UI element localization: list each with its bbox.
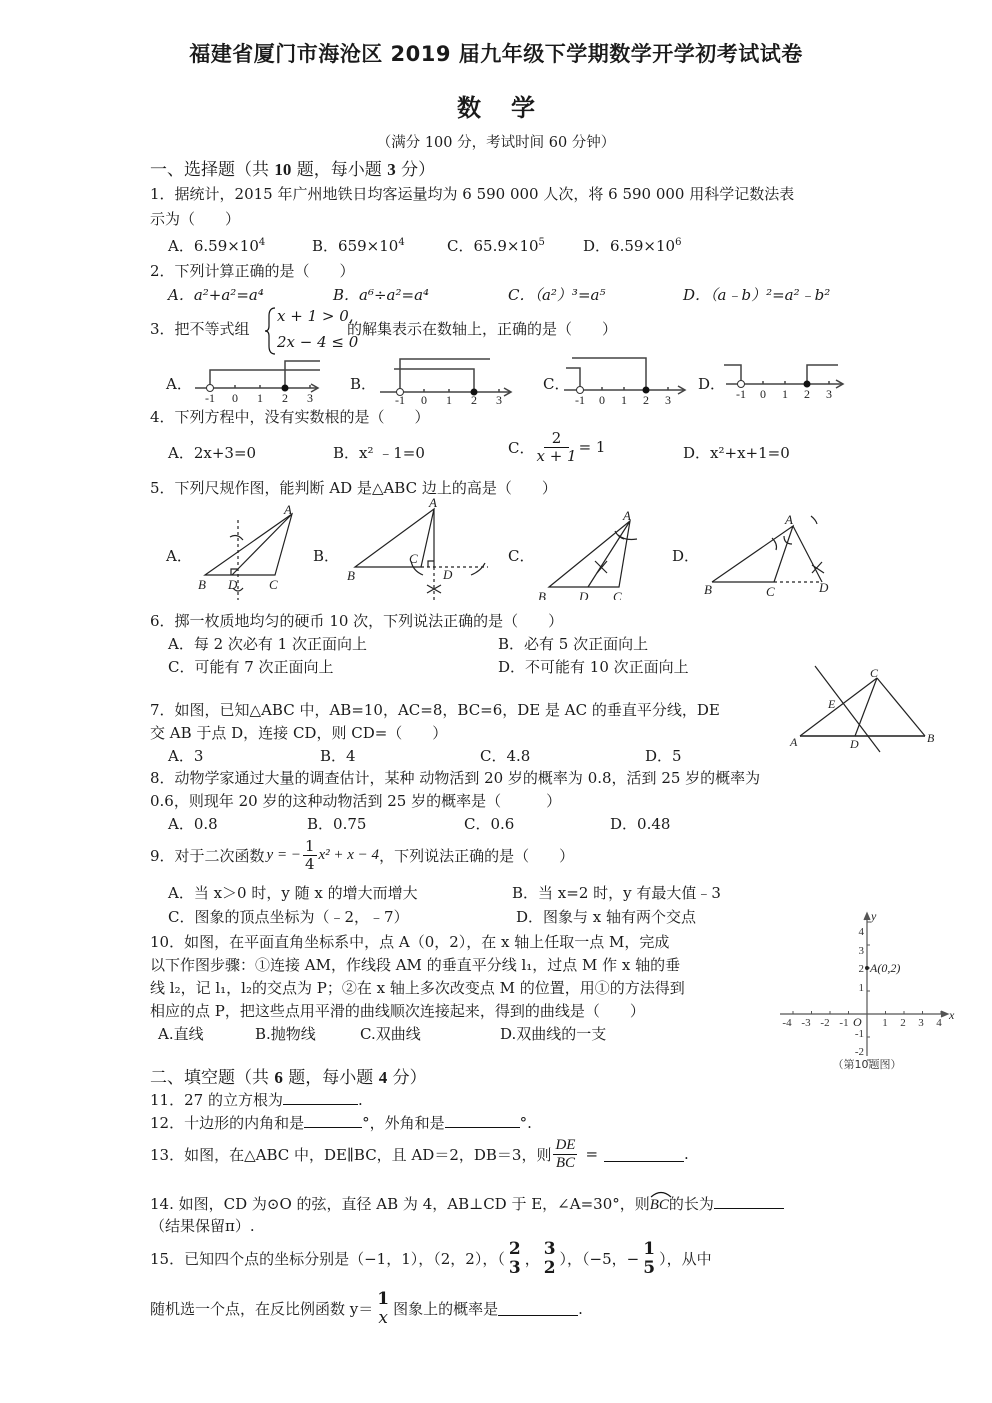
tick-label: 2 [804, 387, 810, 401]
q15-end: . [578, 1299, 583, 1318]
q14-answer-blank[interactable] [714, 1194, 784, 1209]
q2-option-c[interactable]: C．（a²）³=a⁵ [508, 286, 606, 304]
point-label: B [198, 577, 206, 592]
q1-line1: 1．据统计，2015 年广州地铁日均客运量均为 6 590 000 人次，将 6 590 000 用科学记数法表 [150, 185, 795, 203]
x-tick-label: 1 [882, 1017, 888, 1029]
x-tick-label: -2 [820, 1017, 830, 1029]
section-mid: 题，每小题 [291, 160, 388, 180]
section-end: 分） [395, 160, 436, 180]
point-label: C [870, 666, 879, 680]
q7-option-d[interactable]: D．5 [645, 747, 682, 765]
x-tick-label: -1 [839, 1017, 849, 1029]
point-label: E [828, 697, 836, 711]
fraction-denominator: 2 [543, 1257, 556, 1278]
q10-line1: 10．如图，在平面直角坐标系中，点 A（0，2），在 x 轴上任取一点 M，完成 [150, 933, 670, 951]
q12-answer-blank-2[interactable] [445, 1113, 520, 1128]
tick-label: 2 [471, 393, 477, 405]
q7-option-b[interactable]: B．4 [320, 747, 356, 765]
q13-equals: = [585, 1145, 599, 1163]
q7-line1: 7．如图，已知△ABC 中，AB=10，AC=8，BC=6，DE 是 AC 的垂直平分线，DE [150, 701, 720, 719]
q8-line1: 8．动物学家通过大量的调查估计，某种 动物活到 20 岁的概率为 0.8，活到 25 岁的概率为 [150, 769, 761, 787]
q10-line3: 线 l₂，记 l₁，l₂的交点为 P；②在 x 轴上多次改变点 M 的位置，用①的方法得到 [150, 979, 685, 997]
point-label: D [443, 567, 453, 582]
tick-label: 2 [282, 391, 288, 404]
q1-option-a-exp: 4 [258, 237, 266, 248]
q9-option-d[interactable]: D．图象与 x 轴有两个交点 [516, 908, 697, 926]
point-a-label: A(0,2) [870, 961, 901, 975]
q3-option-a[interactable]: A． [166, 375, 192, 393]
q11 [150, 1089, 363, 1110]
q15-fraction-4 [375, 1290, 391, 1327]
q15-fraction-3 [641, 1240, 657, 1277]
q5-figure-a [195, 500, 310, 605]
q9-fraction [303, 838, 317, 872]
q15-fraction-2 [542, 1240, 558, 1277]
x-axis-label: x [949, 1008, 955, 1022]
q2-stem: 2．下列计算正确的是（ ） [150, 262, 355, 280]
q5-stem: 5．下列尺规作图，能判断 AD 是△ABC 边上的高是（ ） [150, 479, 557, 497]
q4-option-c-rhs: = 1 [578, 438, 606, 456]
q3-numberline-b [380, 355, 515, 405]
q8-option-d[interactable]: D．0.48 [610, 815, 671, 833]
q5-option-b[interactable]: B． [313, 547, 340, 565]
q4-option-c[interactable] [508, 430, 605, 464]
tick-label: 1 [621, 393, 627, 406]
section-2-heading [150, 1063, 427, 1088]
q1-option-d-exp: 6 [675, 237, 682, 248]
q11-stem: 11．27 的立方根为 [150, 1091, 283, 1109]
q9-option-a[interactable]: A．当 x＞0 时，y 随 x 的增大而增大 [168, 884, 418, 902]
exam-meta: （满分 100 分，考试时间 60 分钟） [376, 135, 616, 151]
q3-prefix: 3．把不等式组 [150, 320, 250, 338]
q15-answer-blank[interactable] [498, 1301, 578, 1316]
y-tick-label: -2 [854, 1046, 864, 1058]
origin-label: O [853, 1015, 862, 1029]
q2-option-b[interactable]: B．a⁶÷a²=a⁴ [333, 286, 430, 304]
q2-option-d[interactable]: D．（a﹣b）²=a²﹣b² [683, 286, 831, 304]
tick-label: 1 [782, 387, 788, 401]
q4-option-b[interactable]: B．x² ﹣1=0 [333, 444, 425, 462]
q4-option-d[interactable]: D．x²+x+1=0 [683, 444, 790, 462]
q1-option-a-text: A．6.59×10 [168, 237, 259, 255]
section-mid: 题，每小题 [282, 1068, 379, 1088]
y-tick-label: 4 [858, 926, 864, 938]
section-count: 6 [274, 1068, 283, 1087]
point-label: B [538, 589, 546, 600]
fraction-numerator: 1 [377, 1289, 390, 1309]
q13-fraction [553, 1137, 577, 1171]
q8-option-c[interactable]: C．0.6 [464, 815, 515, 833]
y-tick-label: 3 [858, 945, 864, 957]
q15-line1 [150, 1240, 712, 1277]
q3-numberline-d [722, 360, 847, 402]
q1-option-b[interactable] [312, 235, 405, 256]
q7-line2: 交 AB 于点 D，连接 CD，则 CD=（ ） [150, 724, 448, 742]
q13-stem: 13．如图，在△ABC 中，DE∥BC，且 AD＝2，DB＝3，则 [150, 1145, 552, 1164]
q14-line1 [150, 1193, 784, 1214]
q3-numberline-a [195, 352, 325, 404]
q15-text-d: 图象上的概率是 [393, 1300, 499, 1319]
x-tick-label: 3 [918, 1017, 924, 1029]
q1-option-c-text: C．65.9×10 [447, 237, 539, 255]
fraction-denominator: x + 1 [536, 446, 577, 465]
arc-label: BC [649, 1197, 669, 1213]
q9-option-c[interactable]: C．图象的顶点坐标为（﹣2，﹣7） [168, 908, 409, 926]
x-tick-label: -4 [782, 1017, 792, 1029]
fraction-denominator: BC [555, 1154, 576, 1171]
q15-text-c: 随机选一个点，在反比例函数 y＝ [150, 1300, 374, 1319]
q13-end: . [684, 1145, 689, 1163]
section-label: 二、填空题（共 [150, 1068, 275, 1088]
q3-option-d[interactable]: D． [698, 375, 726, 393]
q4-stem: 4．下列方程中，没有实数根的是（ ） [150, 408, 430, 426]
q1-option-a[interactable] [168, 235, 265, 256]
q15-text-mid: ），（−5，− [559, 1250, 640, 1269]
q13-answer-blank[interactable] [604, 1147, 684, 1162]
fraction-denominator: x [378, 1307, 388, 1328]
q5-option-a[interactable]: A． [166, 547, 192, 565]
point-label: D [228, 577, 238, 592]
exam-title: 福建省厦门市海沧区 2019 届九年级下学期数学开学初考试试卷 [189, 42, 803, 66]
q12 [150, 1112, 532, 1133]
fraction-denominator: 4 [304, 854, 315, 873]
subject-heading: 数学 [457, 93, 565, 122]
q6-option-a[interactable]: A．每 2 次必有 1 次正面向上 [168, 635, 367, 653]
q5-figure-c [535, 505, 645, 600]
q8-line2: 0.6，则现年 20 岁的这种动物活到 25 岁的概率是（ ） [150, 792, 562, 810]
q7-figure [785, 660, 945, 755]
tick-label: 3 [665, 393, 671, 406]
q5-option-d[interactable]: D． [672, 547, 700, 565]
q3-inequality-1: x + 1 > 0, [277, 307, 354, 325]
tick-label: 0 [760, 387, 766, 401]
q8-option-a[interactable]: A．0.8 [168, 815, 218, 833]
q9-rhs: x² + x − 4 [318, 846, 380, 863]
q8-option-b[interactable]: B．0.75 [307, 815, 367, 833]
q10-coordinate-figure [775, 908, 960, 1073]
point-label: B [927, 731, 935, 745]
q15-line2 [150, 1290, 583, 1327]
q14-arc [650, 1197, 669, 1213]
q12-end: °. [519, 1114, 532, 1132]
q3-brace [263, 306, 277, 356]
point-label: A [790, 735, 798, 749]
q14-stem: 14. 如图，CD 为⊙O 的弦，直径 AB 为 4，AB⊥CD 于 E，∠A=30°，则 [150, 1195, 650, 1213]
section-1-heading [150, 155, 435, 180]
arc-mark-icon [650, 1190, 672, 1198]
y-axis-label: y [871, 909, 877, 923]
q9-suffix: ，下列说法正确的是（ ） [379, 846, 575, 865]
tick-label: 3 [307, 391, 313, 404]
q1-option-d-text: D．6.59×10 [583, 237, 676, 255]
q1-option-d[interactable] [583, 235, 681, 256]
tick-label: 0 [232, 391, 238, 404]
q4-option-c-fraction [536, 430, 576, 464]
q14-line2: （结果保留π）. [150, 1217, 255, 1235]
q3-option-b[interactable]: B． [350, 375, 377, 393]
q13 [150, 1137, 689, 1171]
point-label: B [347, 568, 355, 583]
q14-after: 的长为 [668, 1195, 714, 1213]
q6-stem: 6．掷一枚质地均匀的硬币 10 次，下列说法正确的是（ ） [150, 612, 564, 630]
q5-option-c[interactable]: C． [508, 547, 535, 565]
q15-fraction-1 [507, 1240, 523, 1277]
tick-label: -1 [395, 393, 405, 405]
section-label: 一、选择题（共 [150, 160, 275, 180]
point-label: A [623, 508, 631, 523]
point-label: B [704, 582, 712, 597]
tick-label: 3 [496, 393, 502, 405]
point-label: C [613, 589, 622, 600]
q6-option-d[interactable]: D．不可能有 10 次正面向上 [498, 658, 689, 676]
figure-caption: （第10题图） [832, 1058, 902, 1071]
q11-answer-blank[interactable] [283, 1090, 358, 1105]
tick-label: 3 [826, 387, 832, 401]
q15-separator: ， [524, 1250, 540, 1269]
fraction-numerator: 2 [544, 430, 570, 448]
x-tick-label: 4 [936, 1017, 942, 1029]
q6-option-b[interactable]: B．必有 5 次正面向上 [498, 635, 649, 653]
q7-option-a[interactable]: A．3 [168, 747, 204, 765]
q3-suffix: 的解集表示在数轴上，正确的是（ ） [347, 320, 618, 338]
q1-option-c[interactable] [447, 235, 545, 256]
tick-label: 0 [421, 393, 427, 405]
fraction-numerator: 1 [643, 1239, 656, 1259]
q12-answer-blank-1[interactable] [304, 1113, 362, 1128]
q9-prefix: 9．对于二次函数 [150, 846, 265, 865]
fraction-denominator: 5 [643, 1257, 656, 1278]
q10-option-d[interactable]: D.双曲线的一支 [500, 1025, 607, 1043]
q9-stem [150, 838, 574, 872]
q10-option-c[interactable]: C.双曲线 [360, 1025, 421, 1043]
q3-numberline-c [562, 354, 692, 406]
q3-inequality-2: 2x − 4 ≤ 0 [277, 333, 359, 351]
q1-option-b-text: B．659×10 [312, 237, 399, 255]
q9-option-b[interactable]: B．当 x=2 时，y 有最大值﹣3 [512, 884, 721, 902]
fraction-denominator: 3 [508, 1257, 521, 1278]
point-label: D [850, 737, 859, 751]
fraction-numerator: 1 [304, 837, 315, 855]
point-label: A [429, 495, 437, 510]
q1-option-c-exp: 5 [538, 237, 545, 248]
q1-line2: 示为（ ） [150, 210, 241, 228]
q1-option-b-exp: 4 [398, 237, 405, 248]
q11-end: . [357, 1091, 363, 1109]
q4-option-c-label: C． [508, 438, 535, 457]
section-end: 分） [387, 1068, 427, 1088]
q9-lhs: y = − [266, 846, 301, 863]
q7-option-c[interactable]: C．4.8 [480, 747, 531, 765]
x-tick-label: 2 [900, 1017, 906, 1029]
section-score: 3 [387, 160, 396, 179]
q15-text-a: 15．已知四个点的坐标分别是（−1，1），（2，2），（ [150, 1250, 505, 1269]
section-score: 4 [378, 1068, 388, 1087]
point-label: A [785, 512, 793, 527]
tick-label: -1 [736, 387, 746, 401]
q10-line4: 相应的点 P，把这些点用平滑的曲线顺次连接起来，得到的曲线是（ ） [150, 1002, 645, 1020]
tick-label: -1 [205, 391, 215, 404]
point-label: D [819, 580, 829, 595]
tick-label: 0 [599, 393, 605, 406]
fraction-numerator: 3 [543, 1239, 556, 1259]
q10-line2: 以下作图步骤：①连接 AM，作线段 AM 的垂直平分线 l₁，过点 M 作 x 轴的垂 [150, 956, 681, 974]
q10-option-a[interactable]: A.直线 [158, 1025, 204, 1043]
q2-option-a[interactable]: A．a²+a²=a⁴ [168, 286, 264, 304]
fraction-numerator: DE [555, 1137, 576, 1153]
tick-label: 1 [446, 393, 452, 405]
point-label: A [284, 502, 292, 517]
q6-option-c[interactable]: C．可能有 7 次正面向上 [168, 658, 334, 676]
tick-label: 1 [257, 391, 263, 404]
q4-option-a[interactable]: A．2x+3=0 [168, 444, 257, 462]
q3-option-c[interactable]: C． [543, 375, 570, 393]
tick-label: -1 [575, 393, 585, 406]
tick-label: 2 [643, 393, 649, 406]
q5-figure-d [700, 510, 840, 600]
point-a-marker [865, 966, 869, 970]
point-label: C [409, 551, 418, 566]
y-tick-label: -1 [854, 1028, 864, 1040]
q15-text-b: ），从中 [659, 1250, 712, 1269]
q12-stem: 12．十边形的内角和是 [150, 1114, 305, 1132]
q12-mid: °，外角和是 [362, 1114, 445, 1132]
y-tick-label: 2 [858, 963, 864, 975]
q5-figure-b [343, 495, 493, 605]
point-label: C [766, 584, 775, 599]
fraction-numerator: 2 [508, 1239, 521, 1259]
y-tick-label: 1 [858, 982, 864, 994]
point-label: C [269, 577, 278, 592]
point-label: D [579, 589, 589, 600]
q10-option-b[interactable]: B.抛物线 [255, 1025, 316, 1043]
section-count: 10 [274, 160, 292, 179]
x-tick-label: -3 [801, 1017, 811, 1029]
